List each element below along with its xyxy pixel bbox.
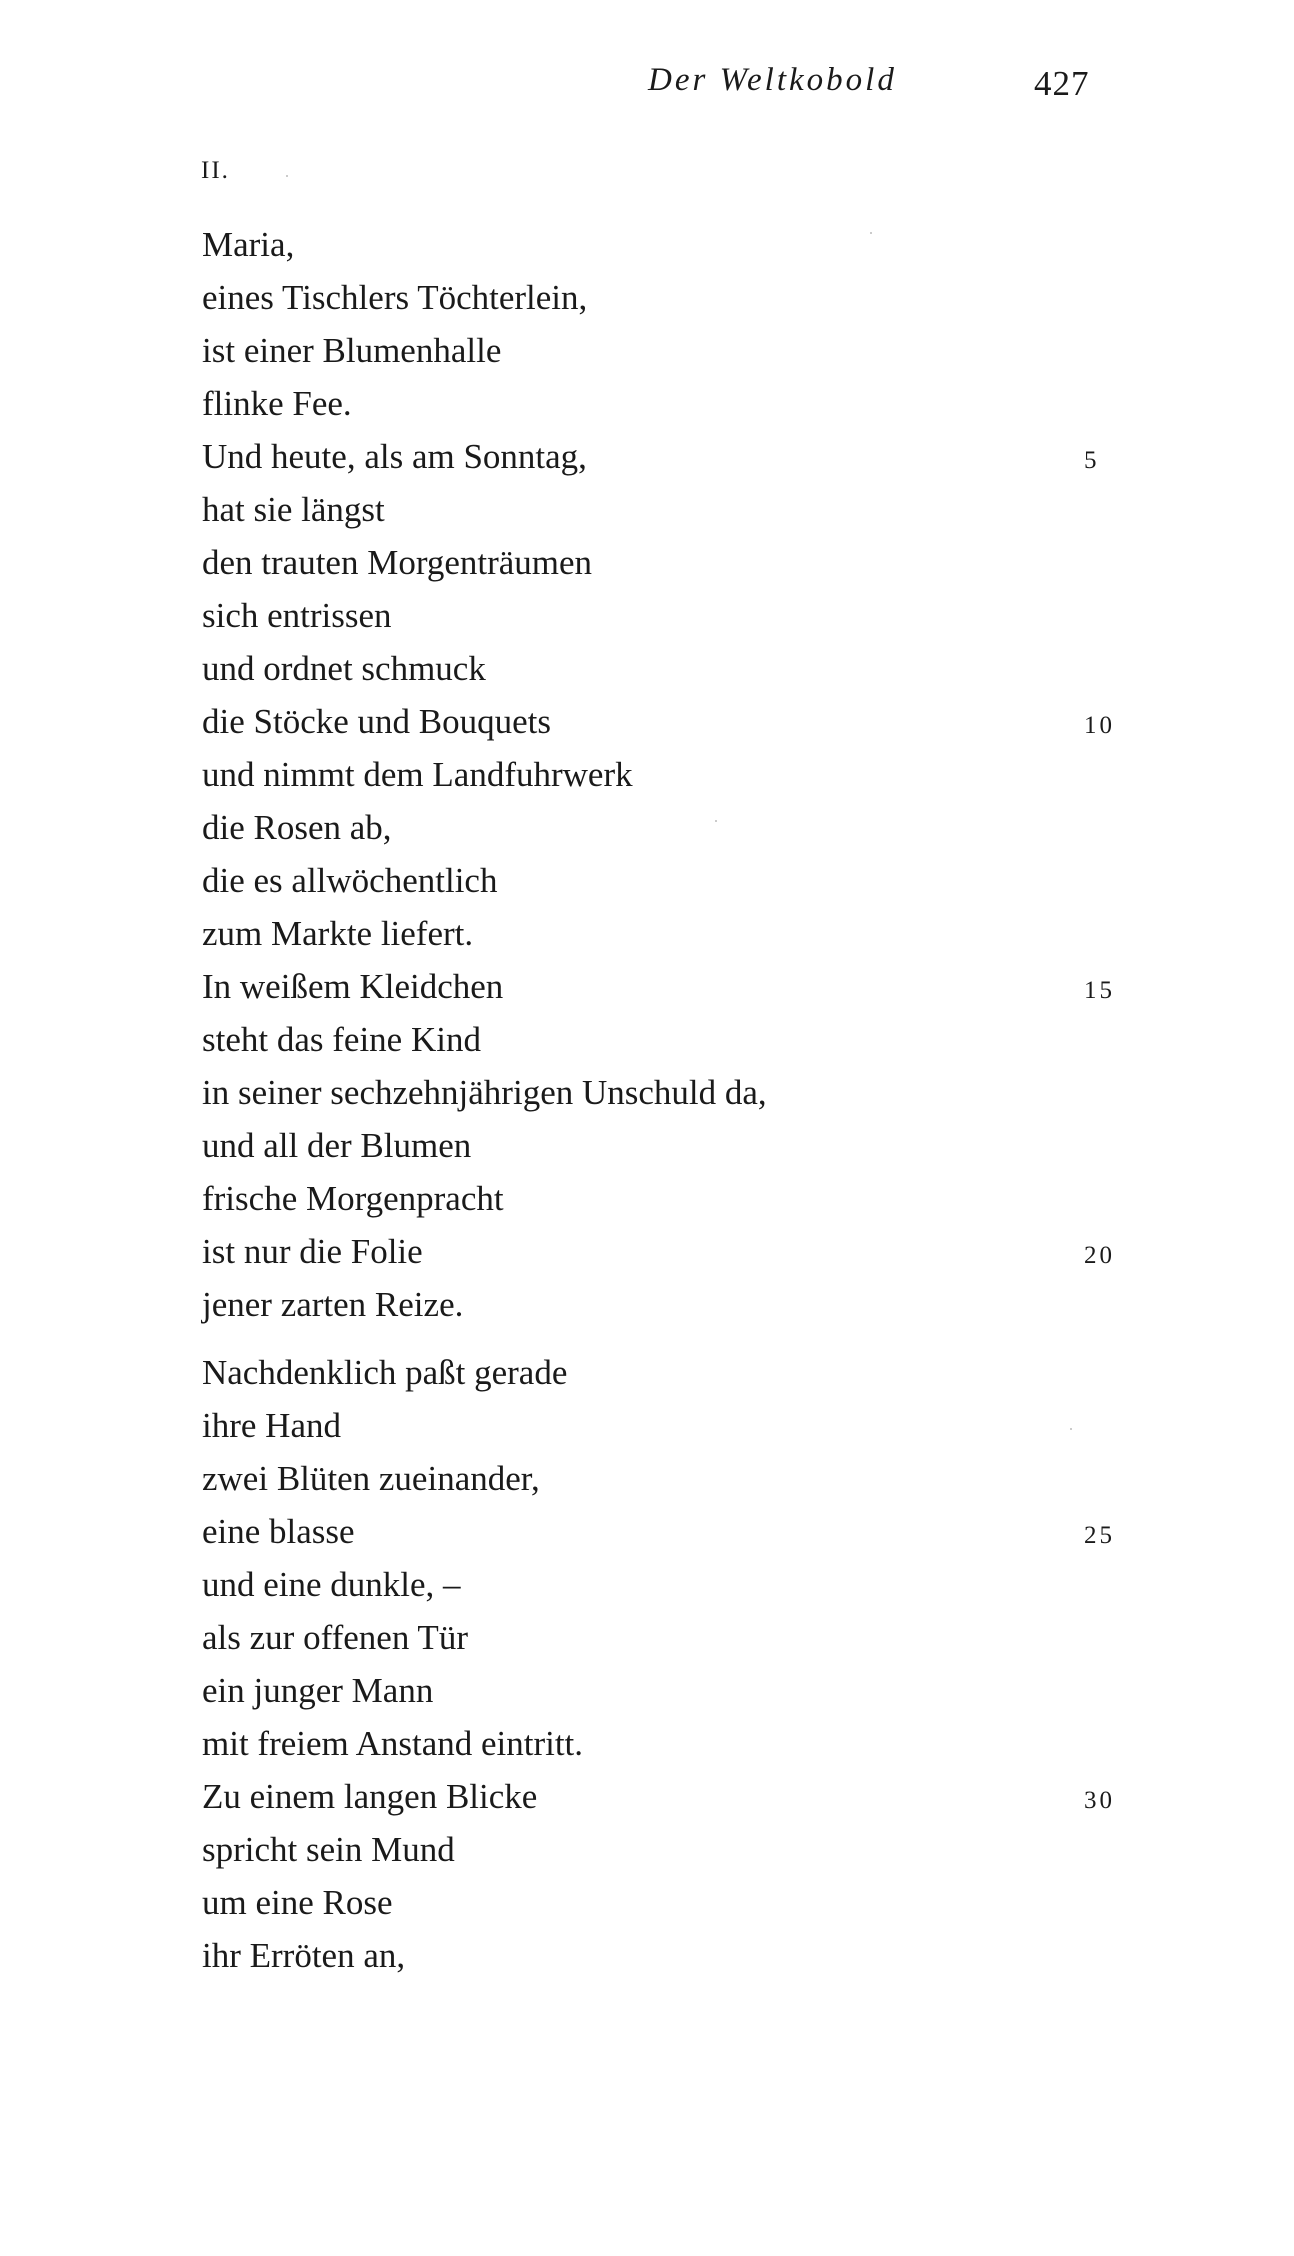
poem-line-text: In weißem Kleidchen [202,967,504,1006]
page-number: 427 [1034,64,1090,103]
poem-line-text: ihre Hand [202,1406,341,1445]
poem-line [202,589,767,642]
poem-line-text: jener zarten Reize. [202,1285,464,1324]
poem-line-text: mit freiem Anstand eintritt. [202,1724,584,1763]
line-number: 30 [1084,1787,1115,1814]
poem-line [202,1346,583,1399]
poem-line [202,748,767,801]
line-number: 10 [1084,712,1115,739]
poem-line-text: frische Morgenpracht [202,1179,504,1218]
poem-line [202,907,767,960]
poem-line [202,1225,1115,1278]
poem-line [202,1119,767,1172]
poem-line-text: Maria, [202,225,295,264]
paper-speck [715,820,717,822]
poem-line [202,1399,583,1452]
poem-line-text: Zu einem langen Blicke [202,1777,538,1816]
line-number: 20 [1084,1242,1115,1269]
poem-line-text: eines Tischlers Töchterlein, [202,278,588,317]
poem-line [202,854,767,907]
poem-line-text: hat sie längst [202,490,385,529]
poem-line-text: und ordnet schmuck [202,649,486,688]
paper-speck [1070,1428,1072,1430]
poem-line-text: Und heute, als am Sonntag, [202,437,587,476]
poem-line-text: Nachdenklich paßt gerade [202,1353,568,1392]
poem-line [202,536,767,589]
poem-line [202,1505,1115,1558]
poem-line [202,1770,1115,1823]
poem-line-text: steht das feine Kind [202,1020,481,1059]
poem-line [202,1611,583,1664]
poem-line-text: in seiner sechzehnjährigen Unschuld da, [202,1073,767,1112]
section-number: II. [201,157,230,184]
poem-line [202,377,767,430]
poem-line [202,1664,583,1717]
poem-line [202,271,767,324]
poem-line-text: ist nur die Folie [202,1232,423,1271]
line-number: 15 [1084,977,1115,1004]
poem-line [202,1452,583,1505]
poem-line-text: die Rosen ab, [202,808,392,847]
poem-line [202,642,767,695]
poem-line [202,218,767,271]
poem-line-text: eine blasse [202,1512,355,1551]
poem-line [202,1278,767,1331]
poem-line [202,1717,583,1770]
poem-line [202,801,767,854]
poem-line-text: ihr Erröten an, [202,1936,406,1975]
stanza-1 [202,218,1115,1331]
poem-line-text: flinke Fee. [202,384,352,423]
poem-line-text: um eine Rose [202,1883,393,1922]
poem-line-text: die Stöcke und Bouquets [202,702,551,741]
poem-line-text: spricht sein Mund [202,1830,455,1869]
stanza-2 [202,1346,1115,1982]
poem-line-text: sich entrissen [202,596,392,635]
line-number: 25 [1084,1522,1115,1549]
poem-line [202,1013,767,1066]
poem-line-text: und nimmt dem Landfuhrwerk [202,755,633,794]
paper-speck [286,175,288,177]
poem-line-text: zwei Blüten zueinander, [202,1459,540,1498]
poem-line-text: ein junger Mann [202,1671,434,1710]
poem-line-text: und all der Blumen [202,1126,472,1165]
poem-line [202,960,1115,1013]
poem-line-text: die es allwöchentlich [202,861,498,900]
poem-line [202,1823,583,1876]
poem-line [202,324,767,377]
poem-line-text: ist einer Blumenhalle [202,331,502,370]
poem-line [202,1558,583,1611]
poem-line-text: und eine dunkle, – [202,1565,461,1604]
poem-line [202,1066,767,1119]
poem-line-text: den trauten Morgenträumen [202,543,593,582]
poem-line [202,483,767,536]
poem-line [202,1929,583,1982]
line-number: 5 [1084,447,1100,474]
paper-speck [870,232,872,234]
poem-line-text: als zur offenen Tür [202,1618,468,1657]
poem-line [202,1876,583,1929]
running-title: Der Weltkobold [648,62,897,98]
poem-line-text: zum Markte liefert. [202,914,474,953]
poem-line [202,430,1100,483]
poem-line [202,695,1115,748]
poem-line [202,1172,767,1225]
